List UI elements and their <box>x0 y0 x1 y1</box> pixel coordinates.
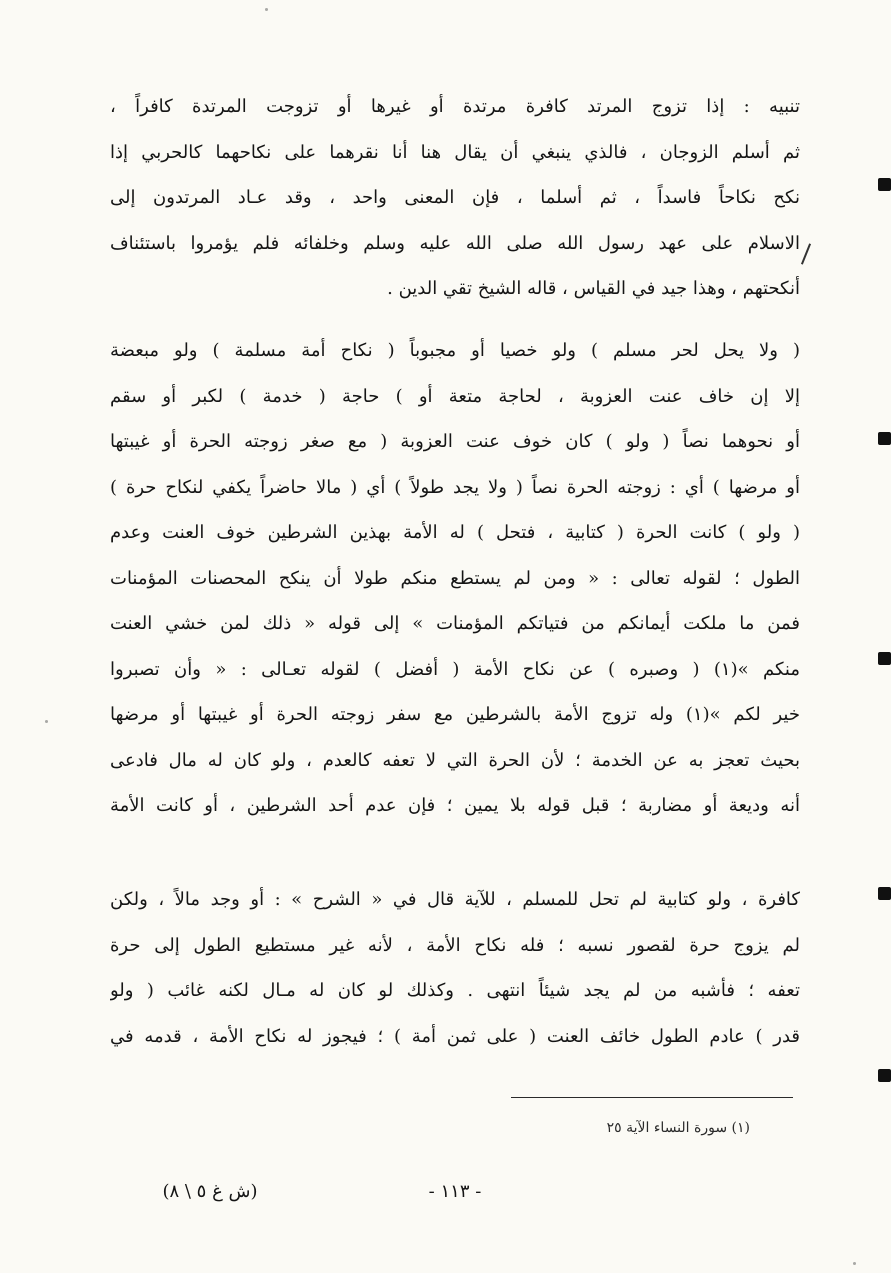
text-line: تعفه ؛ فأشبه من لم يجد شيئاً انتهى . وكذلك لو كان له مـال لكنه غائب ( ولو <box>110 980 800 1001</box>
text-line: فمن ما ملكت أيمانكم من فتياتكم المؤمنات » إلى قوله « ذلك لمن خشي العنت <box>110 613 800 634</box>
text-line: ( ولو ) كانت الحرة ( كتابية ، فتحل ) له الأمة بهذين الشرطين خوف العنت وعدم <box>110 522 800 543</box>
binding-mark <box>878 887 891 900</box>
footnote: (١) سورة النساء الآية ٢٥ <box>606 1120 750 1136</box>
scan-speck <box>265 8 268 11</box>
text-line: الطول ؛ لقوله تعالى : « ومن لم يستطع منكم طولا أن ينكح المحصنات المؤمنات <box>110 567 800 589</box>
scan-speck <box>45 720 48 723</box>
text-line: قدر ) عادم الطول خائف العنت ( على ثمن أمة ) ؛ فيجوز له نكاح الأمة ، قدمه في <box>110 1025 800 1047</box>
scan-speck <box>853 1262 856 1265</box>
page-number: - ١١٣ - <box>428 1181 482 1202</box>
text-line: لم يزوج حرة لقصور نسبه ؛ فله نكاح الأمة ، لأنه غير مستطيع الطول إلى حرة <box>110 934 800 956</box>
text-line: ( ولا يحل لحر مسلم ) ولو خصيا أو مجبوباً ( نكاح أمة مسلمة ) ولو مبعضة <box>110 340 800 361</box>
binding-mark <box>878 178 891 191</box>
margin-pencil-mark <box>801 243 811 264</box>
footnote-divider <box>511 1097 793 1098</box>
text-line: بحيث تعجز به عن الخدمة ؛ لأن الحرة التي لا تعفه كالعدم ، ولو كان له مال فادعى <box>110 749 800 771</box>
text-line: الاسلام على عهد رسول الله صلى الله عليه وسلم وخلفائه فلم يؤمروا باستئناف <box>110 232 800 254</box>
text-line: تنبيه : إذا تزوج المرتد كافرة مرتدة أو غيرها أو تزوجت المرتدة كافراً ، <box>110 96 800 117</box>
text-line: نكح نكاحاً فاسداً ، ثم أسلما ، فإن المعنى واحد ، وقد عـاد المرتدون إلى <box>110 187 800 208</box>
text-line: ثم أسلم الزوجان ، فالذي ينبغي أن يقال هنا أنا نقرهما على نكاحهما كالحربي إذا <box>110 141 800 163</box>
text-line: إلا إن خاف عنت العزوبة ، لحاجة متعة أو ) حاجة ( خدمة ) لكبر أو سقم <box>110 385 800 407</box>
signature-mark: (ش غ ٥ \ ٨) <box>162 1181 258 1202</box>
text-line: خير لكم »(١) وله تزوج الأمة بالشرطين مع سفر زوجته الحرة أو غيبتها أو مرضها <box>110 704 800 725</box>
text-line: أنكحتهم ، وهذا جيد في القياس ، قاله الشيخ تقي الدين . <box>387 278 800 299</box>
text-line: أو نحوهما نصاً ( ولو ) كان خوف عنت العزوبة ( مع صغر زوجته الحرة أو غيبتها <box>110 431 800 452</box>
binding-mark <box>878 1069 891 1082</box>
paragraph-continuation <box>110 877 800 1059</box>
paragraph-note <box>110 84 800 312</box>
binding-mark <box>878 652 891 665</box>
text-line: كافرة ، ولو كتابية لم تحل للمسلم ، للآية قال في « الشرح » : أو وجد مالاً ، ولكن <box>110 889 800 910</box>
text-line: أو مرضها ) أي : زوجته الحرة نصاً ( ولا يجد طولاً ) أي ( مالا حاضراً يكفي لنكاح حرة ) <box>110 476 800 498</box>
text-line: منكم »(١) ( وصبره ) عن نكاح الأمة ( أفضل ) لقوله تعـالى : « وأن تصبروا <box>110 658 800 680</box>
paragraph-main <box>110 328 800 829</box>
binding-mark <box>878 432 891 445</box>
text-line: أنه وديعة أو مضاربة ؛ قبل قوله بلا يمين ؛ فإن عدم أحد الشرطين ، أو كانت الأمة <box>110 795 800 816</box>
